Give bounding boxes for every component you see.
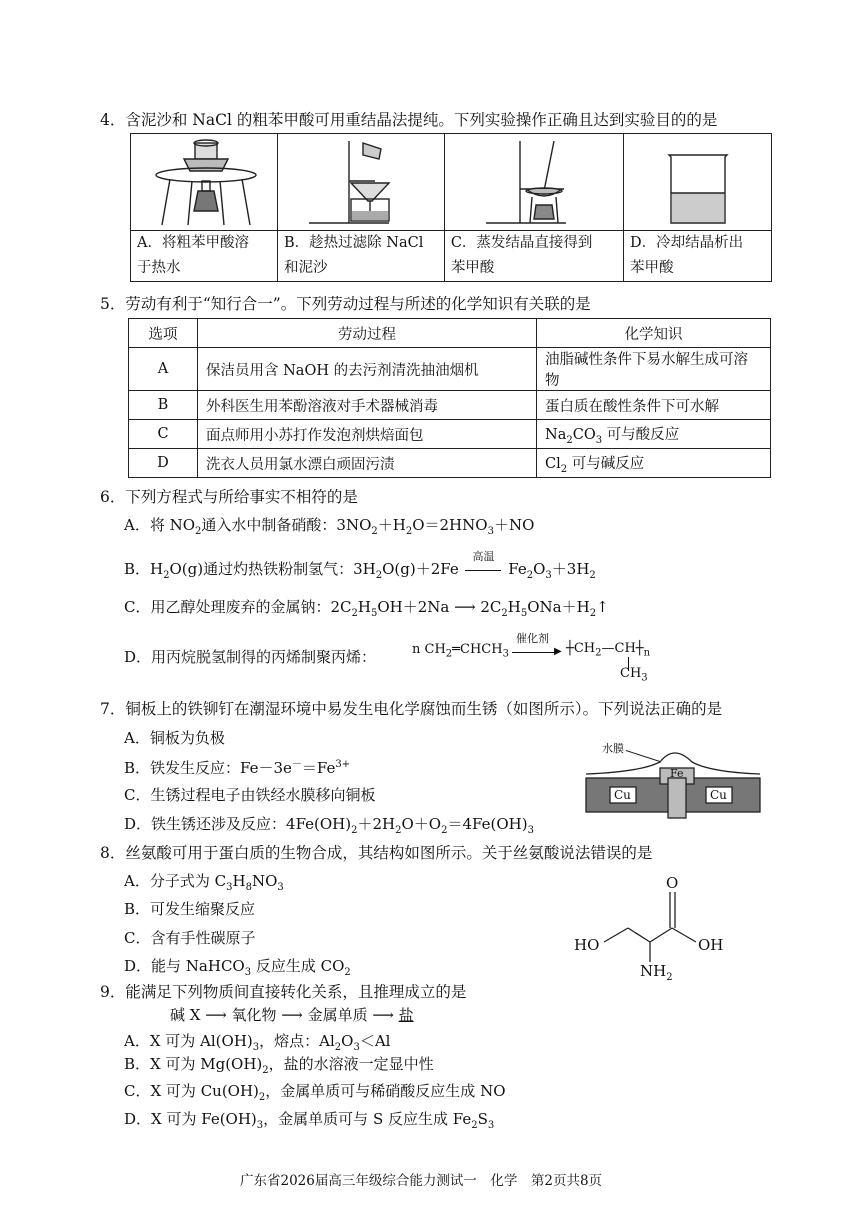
q5-row-option: C [129, 420, 198, 449]
q9-stem: 9．能满足下列物质间直接转化关系，且推理成立的是 [100, 983, 467, 1001]
q4-stem: 4．含泥沙和 NaCl 的粗苯甲酸可用重结晶法提纯。下列实验操作正确且达到实验目的的是 [100, 111, 718, 129]
table-row [129, 391, 771, 420]
q4-option-d: D．冷却结晶析出 苯甲酸 [623, 231, 771, 282]
q6-polymer-equation: n $CH_2═CHCH_3$ 催化剂 ▶ $┼CH_2—CH┼_n$ $CH_3$ [412, 632, 651, 684]
q9-chain: 碱 X ⟶ 氧化物 ⟶ 金属单质 ⟶ 盐 [170, 1006, 414, 1024]
q8-fig-o: O [666, 874, 679, 892]
q8-stem: 8．丝氨酸可用于蛋白质的生物合成，其结构如图所示。关于丝氨酸说法错误的是 [100, 844, 653, 862]
q5-header-option: 选项 [129, 319, 198, 348]
q8-fig-ho: HO [574, 936, 600, 954]
q5-row-process: 洗衣人员用氯水漂白顽固污渍 [198, 449, 537, 478]
q9-option-b: B．X 可为 $Mg(OH)_2$，盐的水溶液一定显中性 [124, 1055, 434, 1076]
q6-option-a: A．将 $NO_2$通入水中制备硝酸：$3NO_2+H_2O=2HNO_3+NO$ [124, 516, 535, 537]
q7-option-b: B．铁发生反应：$Fe-3e^-=Fe^{3+}$ [124, 759, 351, 777]
q7-water-film-label: 水膜 [602, 742, 624, 755]
q4-option-a: A．将粗苯甲酸溶 于热水 [131, 231, 278, 282]
q5-row-option: B [129, 391, 198, 420]
q6-option-d: D．用丙烷脱氢制得的丙烯制聚丙烯： [124, 648, 377, 666]
q5-row-process: 面点师用小苏打作发泡剂烘焙面包 [198, 420, 537, 449]
q7-option-c: C．生锈过程电子由铁经水膜移向铜板 [124, 786, 376, 804]
q4-option-b: B．趁热过滤除 NaCl 和泥沙 [278, 231, 445, 282]
q7-fe-label: Fe [670, 767, 684, 780]
q4-figure-a [132, 135, 276, 229]
q5-row-process: 保洁员用含 NaOH 的去污剂清洗抽油烟机 [198, 348, 537, 391]
q8-fig-nh2: $NH_2$ [640, 962, 673, 983]
q5-row-knowledge: 蛋白质在酸性条件下可水解 [537, 391, 771, 420]
q5-row-knowledge: 油脂碱性条件下易水解生成可溶物 [537, 348, 771, 391]
q5-row-knowledge: $Na_2CO_3$ 可与酸反应 [537, 420, 771, 449]
q7-option-d: D．铁生锈还涉及反应：$4Fe(OH)_2+2H_2O+O_2=4Fe(OH)_3$ [124, 815, 534, 836]
table-row [129, 420, 771, 449]
q5-header-process: 劳动过程 [198, 319, 537, 348]
table-row [129, 449, 771, 478]
q5-row-option: A [129, 348, 198, 391]
q8-option-c: C．含有手性碳原子 [124, 929, 256, 947]
q4-figure-d [625, 135, 770, 229]
q7-option-a: A．铜板为负极 [124, 729, 225, 747]
page-footer: 广东省2026届高三年级综合能力测试一 化学 第2页共8页 [240, 1173, 603, 1189]
q5-table [128, 318, 771, 478]
q9-option-a: A．X 可为 $Al(OH)_3$，熔点：$Al_2O_3<Al$ [124, 1032, 391, 1053]
q5-row-knowledge: $Cl_2$ 可与碱反应 [537, 449, 771, 478]
q5-stem: 5．劳动有利于“知行合一”。下列劳动过程与所述的化学知识有关联的是 [100, 295, 591, 313]
q4-figure-c [446, 135, 622, 229]
q5-row-process: 外科医生用苯酚溶液对手术器械消毒 [198, 391, 537, 420]
q7-figure [580, 730, 770, 822]
q9-option-c: C．X 可为 $Cu(OH)_2$，金属单质可与稀硝酸反应生成 NO [124, 1082, 506, 1103]
q4-figure-b [279, 135, 443, 229]
q5-header-knowledge: 化学知识 [537, 319, 771, 348]
q8-option-a: A．分子式为 $C_3H_8NO_3$ [124, 872, 284, 893]
q5-row-option: D [129, 449, 198, 478]
q8-fig-oh: OH [698, 936, 724, 954]
q7-cu-left-label: Cu [614, 788, 631, 802]
q8-option-d: D．能与 NaHCO$_3$ 反应生成 $CO_2$ [124, 957, 351, 978]
q6-option-c: C．用乙醇处理废弃的金属钠：$2C_2H_5OH+2Na$ ⟶ $2C_2H_5ONa+H_2↑$ [124, 598, 609, 619]
q8-serine-structure [570, 872, 740, 982]
q4-table [130, 133, 772, 282]
q7-stem: 7．铜板上的铁铆钉在潮湿环境中易发生电化学腐蚀而生锈（如图所示）。下列说法正确的是 [100, 700, 723, 718]
q6-stem: 6．下列方程式与所给事实不相符的是 [100, 488, 358, 506]
q7-cu-right-label: Cu [710, 788, 727, 802]
q9-option-d: D．X 可为 $Fe(OH)_3$，金属单质可与 S 反应生成 $Fe_2S_3$ [124, 1110, 495, 1131]
q8-option-b: B．可发生缩聚反应 [124, 900, 256, 918]
table-row [129, 348, 771, 391]
q6-option-b: B．$H_2O(g)$通过灼热铁粉制氢气：$3H_2O(g)+2Fe$ 高温 $Fe_2O_3+3H_2$ [124, 550, 596, 581]
q4-option-c: C．蒸发结晶直接得到 苯甲酸 [444, 231, 623, 282]
